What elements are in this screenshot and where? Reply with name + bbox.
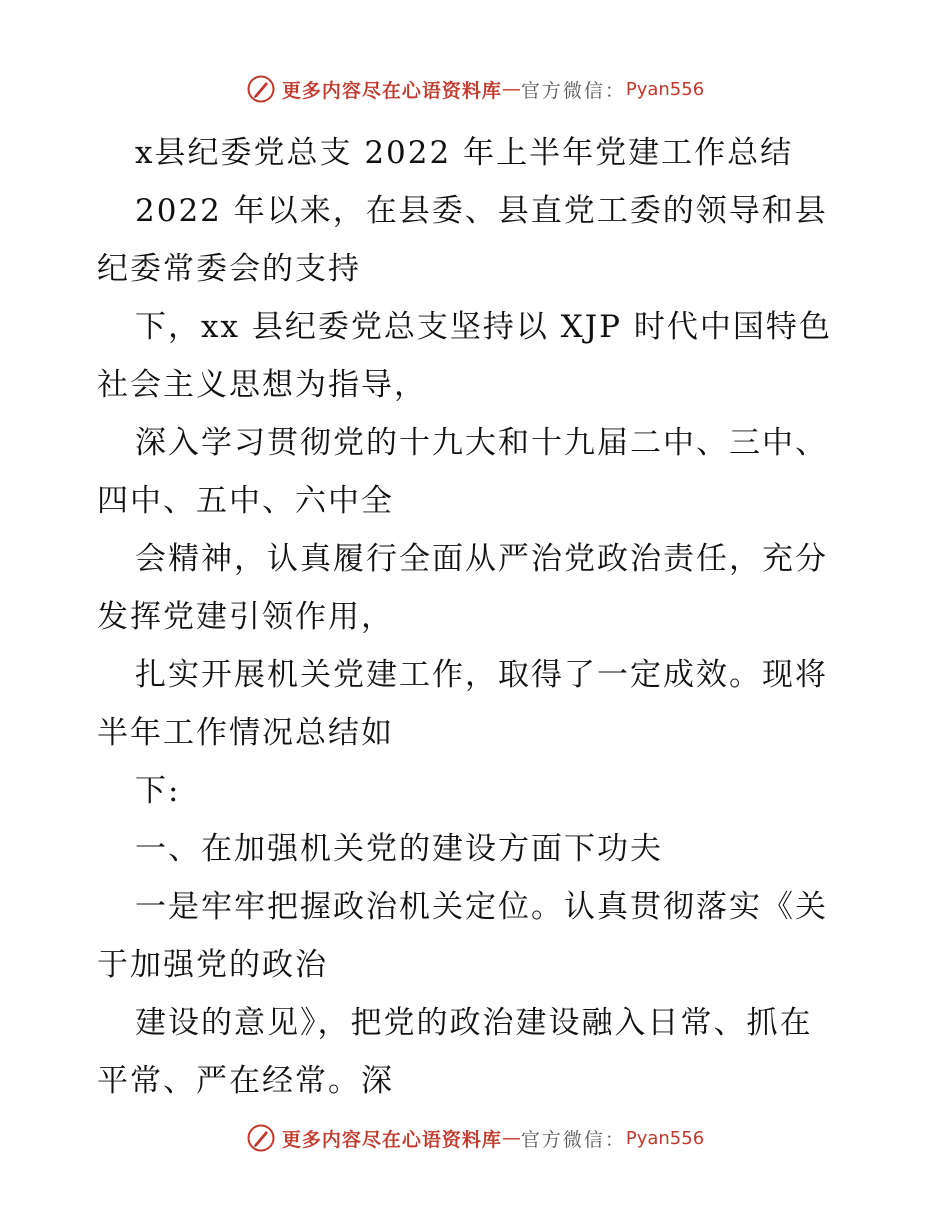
paragraph-line: 社会主义思想为指导， <box>97 367 427 403</box>
watermark-header <box>0 74 950 104</box>
paragraph-line: 平常、严在经常。深 <box>97 1063 394 1099</box>
document-title: x县纪委党总支 2022 年上半年党建工作总结 <box>135 135 794 171</box>
paragraph-line: 于加强党的政治 <box>97 947 328 983</box>
watermark-separator: — <box>501 78 521 100</box>
watermark-wechat-id: Pyan556 <box>625 1127 705 1149</box>
watermark-brand: 更多内容尽在心语资料库 <box>281 79 502 102</box>
paragraph-line: 一是牢牢把握政治机关定位。认真贯彻落实《关 <box>135 889 828 925</box>
watermark-brand: 更多内容尽在心语资料库 <box>281 1128 502 1151</box>
watermark-official-label: 官方微信： <box>520 79 626 102</box>
watermark-official-label: 官方微信： <box>520 1128 626 1151</box>
quill-pen-logo-icon <box>246 74 276 104</box>
paragraph-line: 发挥党建引领作用， <box>97 599 394 635</box>
paragraph-line: 扎实开展机关党建工作，取得了一定成效。现将 <box>135 657 828 693</box>
paragraph-line: 下: <box>135 773 181 809</box>
paragraph-line: 会精神，认真履行全面从严治党政治责任，充分 <box>135 541 828 577</box>
paragraph-line: 建设的意见》，把党的政治建设融入日常、抓在 <box>135 1005 813 1041</box>
paragraph-line: 深入学习贯彻党的十九大和十九届二中、三中、 <box>135 425 828 461</box>
paragraph-line: 四中、五中、六中全 <box>97 483 394 519</box>
watermark-separator: — <box>501 1127 521 1149</box>
section-heading: 一、在加强机关党的建设方面下功夫 <box>135 831 663 867</box>
quill-pen-logo-icon <box>246 1123 276 1153</box>
paragraph-line: 纪委常委会的支持 <box>97 251 361 287</box>
paragraph-line: 下，xx 县纪委党总支坚持以 XJP 时代中国特色 <box>135 309 832 345</box>
watermark-wechat-id: Pyan556 <box>625 78 705 100</box>
document-body <box>97 124 857 1110</box>
paragraph-line: 2022 年以来，在县委、县直党工委的领导和县 <box>135 193 828 229</box>
paragraph-line: 半年工作情况总结如 <box>97 715 394 751</box>
watermark-footer <box>0 1123 950 1153</box>
